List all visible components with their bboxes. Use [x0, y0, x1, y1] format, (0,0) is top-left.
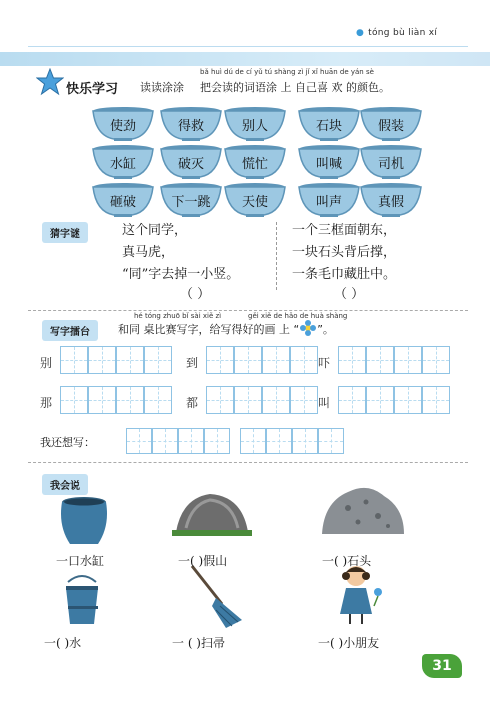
flower-icon	[299, 320, 317, 336]
stone-icon	[318, 482, 408, 538]
writing-cell[interactable]	[234, 386, 262, 414]
header-line	[28, 46, 468, 47]
word-bowl[interactable]	[160, 182, 222, 218]
model-character: 到	[186, 356, 199, 370]
section-title: 快乐学习	[66, 82, 119, 97]
word-bowl[interactable]	[298, 106, 360, 142]
child-icon	[334, 562, 384, 628]
writing-cell[interactable]	[126, 428, 152, 454]
writing-cell[interactable]	[234, 346, 262, 374]
riddle-right-2: 一块石头背后撑，	[292, 245, 397, 260]
bowl-word: 叫喊	[315, 157, 342, 172]
writing-cell[interactable]	[144, 386, 172, 414]
riddle-right-3: 一条毛巾藏肚中。	[292, 267, 397, 282]
bowl-word: 慌忙	[241, 157, 268, 172]
writing-cell[interactable]	[204, 428, 230, 454]
bowl-word: 石块	[315, 119, 342, 134]
model-character: 都	[186, 396, 199, 410]
bowl-word: 使劲	[109, 119, 136, 134]
writing-cell[interactable]	[88, 386, 116, 414]
bowl-word: 砸破	[109, 195, 136, 210]
writing-instruction-end: ”。	[317, 323, 334, 336]
bowl-word: 下一跳	[171, 195, 211, 210]
writing-cell[interactable]	[116, 346, 144, 374]
writing-cell[interactable]	[262, 346, 290, 374]
riddle-tag: 猜字谜	[42, 222, 88, 243]
speaking-item-3[interactable]: 一( )石头	[322, 554, 372, 568]
bowl-word: 水缸	[109, 157, 136, 172]
rockery-icon	[172, 488, 252, 538]
section-instruction: 把会读的词语涂 上 自己喜 欢 的颜色。	[200, 81, 390, 94]
writing-cell[interactable]	[366, 346, 394, 374]
writing-pinyin-2: gěi xiě de hǎo de huà shàng	[248, 312, 348, 320]
bowl-word: 破灭	[177, 157, 204, 172]
series-label	[356, 28, 437, 38]
writing-cell[interactable]	[240, 428, 266, 454]
word-bowl[interactable]	[298, 144, 360, 180]
water-vat-icon	[56, 496, 112, 546]
word-bowl[interactable]	[360, 144, 422, 180]
page-number: 31	[422, 654, 462, 678]
writing-cell[interactable]	[422, 346, 450, 374]
more-label: 我还想写：	[40, 436, 95, 449]
bowl-word: 假装	[377, 119, 404, 134]
speaking-item-2[interactable]: 一( )假山	[178, 554, 228, 568]
broom-icon	[186, 562, 250, 630]
speaking-item-5[interactable]: 一 ( )扫帚	[172, 636, 225, 650]
writing-cell[interactable]	[290, 386, 318, 414]
writing-instruction	[118, 320, 334, 337]
riddle-left-2: 真马虎，	[122, 245, 175, 260]
writing-cell[interactable]	[88, 346, 116, 374]
bowl-word: 别人	[241, 119, 268, 134]
writing-instruction-text: 和同 桌比赛写字，给写得好的画 上 “	[118, 323, 300, 336]
speaking-item-6[interactable]: 一( )小朋友	[318, 636, 380, 650]
writing-cell[interactable]	[292, 428, 318, 454]
writing-cell[interactable]	[338, 386, 366, 414]
bowl-word: 得救	[177, 119, 204, 134]
speaking-item-1: 一口水缸	[56, 554, 105, 568]
word-bowl[interactable]	[92, 182, 154, 218]
writing-cell[interactable]	[60, 346, 88, 374]
section-subtitle: 读读涂涂	[140, 81, 184, 94]
word-bowl[interactable]	[224, 106, 286, 142]
series-text: tóng bù liàn xí	[368, 28, 438, 38]
speaking-tag: 我会说	[42, 474, 88, 495]
writing-cell[interactable]	[178, 428, 204, 454]
writing-cell[interactable]	[394, 346, 422, 374]
model-character: 那	[40, 396, 53, 410]
bowl-word: 真假	[377, 195, 404, 210]
riddle-left-1: 这个同学，	[122, 223, 188, 238]
word-bowl[interactable]	[224, 182, 286, 218]
writing-cell[interactable]	[366, 386, 394, 414]
word-bowl[interactable]	[224, 144, 286, 180]
word-bowl[interactable]	[160, 144, 222, 180]
riddle-left-3: “同”字去掉一小竖。	[122, 267, 240, 282]
writing-tag: 写字擂台	[42, 320, 98, 341]
writing-cell[interactable]	[318, 428, 344, 454]
bowl-word: 司机	[377, 157, 404, 172]
speaking-item-4[interactable]: 一( )水	[44, 636, 82, 650]
word-bowl[interactable]	[160, 106, 222, 142]
instruction-pinyin: bǎ huì dú de cí yǔ tú shàng zì jǐ xǐ huān de yán sè	[200, 68, 374, 76]
writing-cell[interactable]	[152, 428, 178, 454]
word-bowl[interactable]	[360, 182, 422, 218]
word-bowl[interactable]	[298, 182, 360, 218]
riddle-left-answer[interactable]: （ ）	[180, 287, 211, 302]
writing-cell[interactable]	[206, 346, 234, 374]
model-character: 别	[40, 356, 53, 370]
writing-cell[interactable]	[394, 386, 422, 414]
section-separator-2	[28, 462, 468, 463]
writing-cell[interactable]	[206, 386, 234, 414]
star-icon	[36, 68, 64, 96]
writing-cell[interactable]	[262, 386, 290, 414]
model-character: 吓	[318, 356, 331, 370]
writing-cell[interactable]	[422, 386, 450, 414]
writing-cell[interactable]	[60, 386, 88, 414]
bowl-word: 天使	[241, 195, 268, 210]
writing-cell[interactable]	[144, 346, 172, 374]
bucket-icon	[60, 572, 104, 628]
bowl-word: 叫声	[315, 195, 342, 210]
writing-pinyin-1: hé tóng zhuō bǐ sài xiě zì	[134, 312, 222, 320]
bullet-icon: ●	[356, 28, 365, 38]
writing-cell[interactable]	[266, 428, 292, 454]
word-bowl[interactable]	[360, 106, 422, 142]
writing-cell[interactable]	[338, 346, 366, 374]
section-separator	[28, 310, 468, 311]
word-bowl[interactable]	[92, 106, 154, 142]
riddle-divider	[276, 222, 277, 290]
model-character: 叫	[318, 396, 331, 410]
header-band	[0, 52, 490, 66]
writing-cell[interactable]	[290, 346, 318, 374]
word-bowl[interactable]	[92, 144, 154, 180]
writing-cell[interactable]	[116, 386, 144, 414]
riddle-right-answer[interactable]: （ ）	[334, 287, 365, 302]
riddle-right-1: 一个三框面朝东，	[292, 223, 397, 238]
